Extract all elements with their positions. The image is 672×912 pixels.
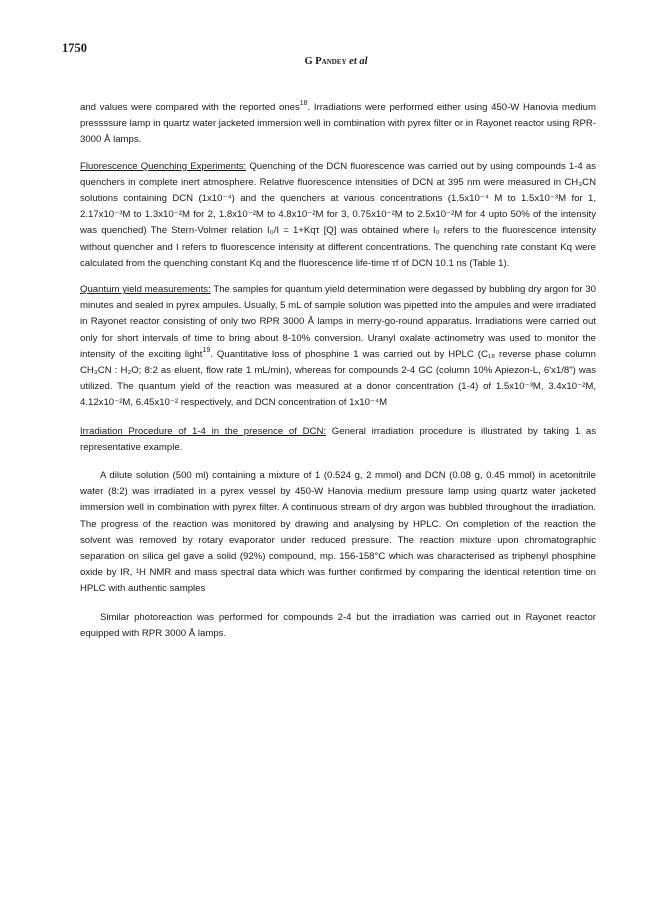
running-head-etal: et al (349, 56, 368, 67)
paragraph-dilute-solution: A dilute solution (500 ml) containing a mixture of 1 (0.524 g, 2 mmol) and DCN (0.08 g, 0.45 mmol) in acetonitrile water (8:2) was irradiated in a pyrex vessel by 450-W Hanovia medium pressure lamp using quartz water jacketed immersion well in combination with pyrex filter. A continuous stream of dry argon was bubbled throughout the irradiation. The progress of the reaction was monitored by drawing and analysing by HPLC. On completion of the reaction the solvent was removed by rotary evaporator under reduced pressure. The reaction mixture upon chromatographic separation on silica gel gave a solid (92%) compound, mp. 156-158°C which was characterised as triphenyl phosphine oxide by IR, ¹H NMR and mass spectral data which was further confirmed by comparing the identical retention time on HPLC with authentic samples (80, 470, 596, 595)
fluorescence-text: Quenching of the DCN fluorescence was carried out by using compounds 1-4 as quenchers in complete inert atmosphere. Relative fluorescence intensities of DCN at 395 nm were measured in CH₃CN solutions containing DCN (1x10⁻⁴) and the quenchers at various concentrations (1.5x10⁻⁴ M to 1.5x10⁻³M for 1, 2.17x10⁻³M to 1.3x10⁻²M for 2, 1.8x10⁻²M to 4.8x10⁻²M for 3, 0.75x10⁻²M to 2.5x10⁻²M for 4 upto 50% of the intensity was quenched) The Stern-Volmer relation I₀/I = 1+Kqτ [Q] was obtained where I₀ refers to the fluorescence intensity without quencher and I refers to fluorescence intensity at different concentrations. The quenching rate constant Kq were calculated from the quenching constant Kq and the fluorescence life-time τf of DCN 10.1 ns (Table 1). (80, 160, 597, 269)
paragraph-fluorescence (80, 159, 596, 272)
quantum-text: The samples for quantum yield determination were degassed by bubbling dry argon for 30 minutes and sealed in pyrex ampules. Usually, 5 mL of sample solution was pipetted into the ampules and were irradiated in Rayonet reactor consisting of only two RPR 3000 Å lamps in merry-go-round apparatus. Irradiations were carried out only for short intervals of time to bring about 8-10% conversion. Uranyl oxalate actinometry was used to monitor the intensity of the exciting light (80, 284, 597, 360)
paragraph-intro (80, 100, 596, 149)
irradiation-text: General irradiation procedure is illustrated by taking 1 as representative example. (80, 425, 596, 453)
intro-text-2: . Irradiations were performed either using 450-W Hanovia medium pressssure lamp in quartz water jacketed immersion well in combination with pyrex filter or in Rayonet reactor using RPR-3000 Å lamps. (80, 102, 596, 146)
intro-text: and values were compared with the reported ones (80, 102, 300, 113)
quantum-text-2: . Quantitative loss of phosphine 1 was carried out by HPLC (C₁₈ reverse phase column CH₃CN : H₂O; 8:2 as eluent, flow rate 1 mL/min), whereas for compounds 2-4 GC (column 10% Apiezon-L, 6'x1/8") was utilized. The quantum yield of the reaction was measured at a donor concentration (1-4) of 1.5x10⁻³M, 3.4x10⁻²M, 4.12x10⁻²M, 6.45x10⁻² respectively, and DCN concentration of 1x10⁻⁴M (80, 348, 596, 409)
paragraph-similar-photoreaction: Similar photoreaction was performed for compounds 2-4 but the irradiation was carried out in Rayonet reactor equipped with RPR 3000 Å lamps. (80, 611, 596, 639)
heading-fluorescence-quenching: Fluorescence Quenching Experiments: (80, 160, 247, 172)
running-head-authors: G Pandey (304, 56, 347, 67)
body-text (80, 100, 596, 642)
heading-irradiation-procedure: Irradiation Procedure of 1-4 in the presence of DCN: (80, 425, 327, 437)
paragraph-irradiation-procedure (80, 424, 596, 456)
reference-19: 19 (202, 346, 211, 354)
paragraph-quantum-yield (80, 282, 596, 412)
page-number: 1750 (62, 41, 87, 55)
running-head (0, 56, 672, 67)
heading-quantum-yield: Quantum yield measurements: (80, 284, 211, 296)
reference-18: 18 (299, 100, 308, 108)
